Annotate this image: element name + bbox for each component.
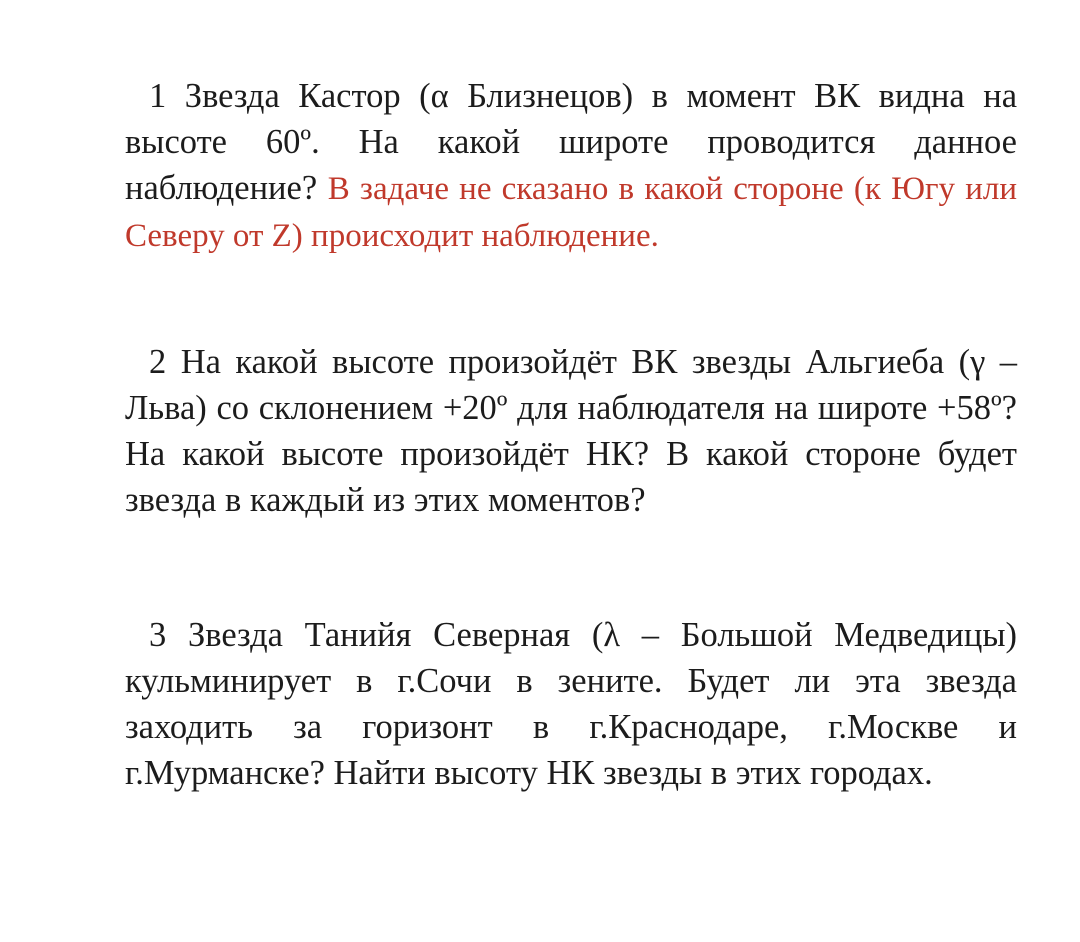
problem-2 xyxy=(125,339,1017,523)
problem-3 xyxy=(125,612,1017,796)
problem-text: Звезда Кастор (α Близнецов) в момент ВК видна на высоте 60º. На какой широте проводится данное наблюдение? xyxy=(125,77,1018,207)
problem-note: В задаче не сказано в какой стороне (к Югу или Северу от Z) происходит наблюдение. xyxy=(125,171,1018,254)
problem-number: 2 xyxy=(149,343,167,381)
problem-1 xyxy=(125,73,1017,259)
problem-number: 1 xyxy=(149,77,167,115)
problem-text: На какой высоте произойдёт ВК звезды Альгиеба (γ – Льва) со склонением +20º для наблюдателя на широте +58º? На какой высоте произойдёт НК? В какой стороне будет звезда в каждый из этих моментов? xyxy=(125,343,1018,519)
problem-number: 3 xyxy=(149,616,167,654)
problem-text: Звезда Танийя Северная (λ – Большой Медведицы) кульминирует в г.Сочи в зените. Будет ли эта звезда заходить за горизонт в г.Краснодаре, г.Москве и г.Мурманске? Найти высоту НК звезды в этих городах. xyxy=(125,616,1017,792)
